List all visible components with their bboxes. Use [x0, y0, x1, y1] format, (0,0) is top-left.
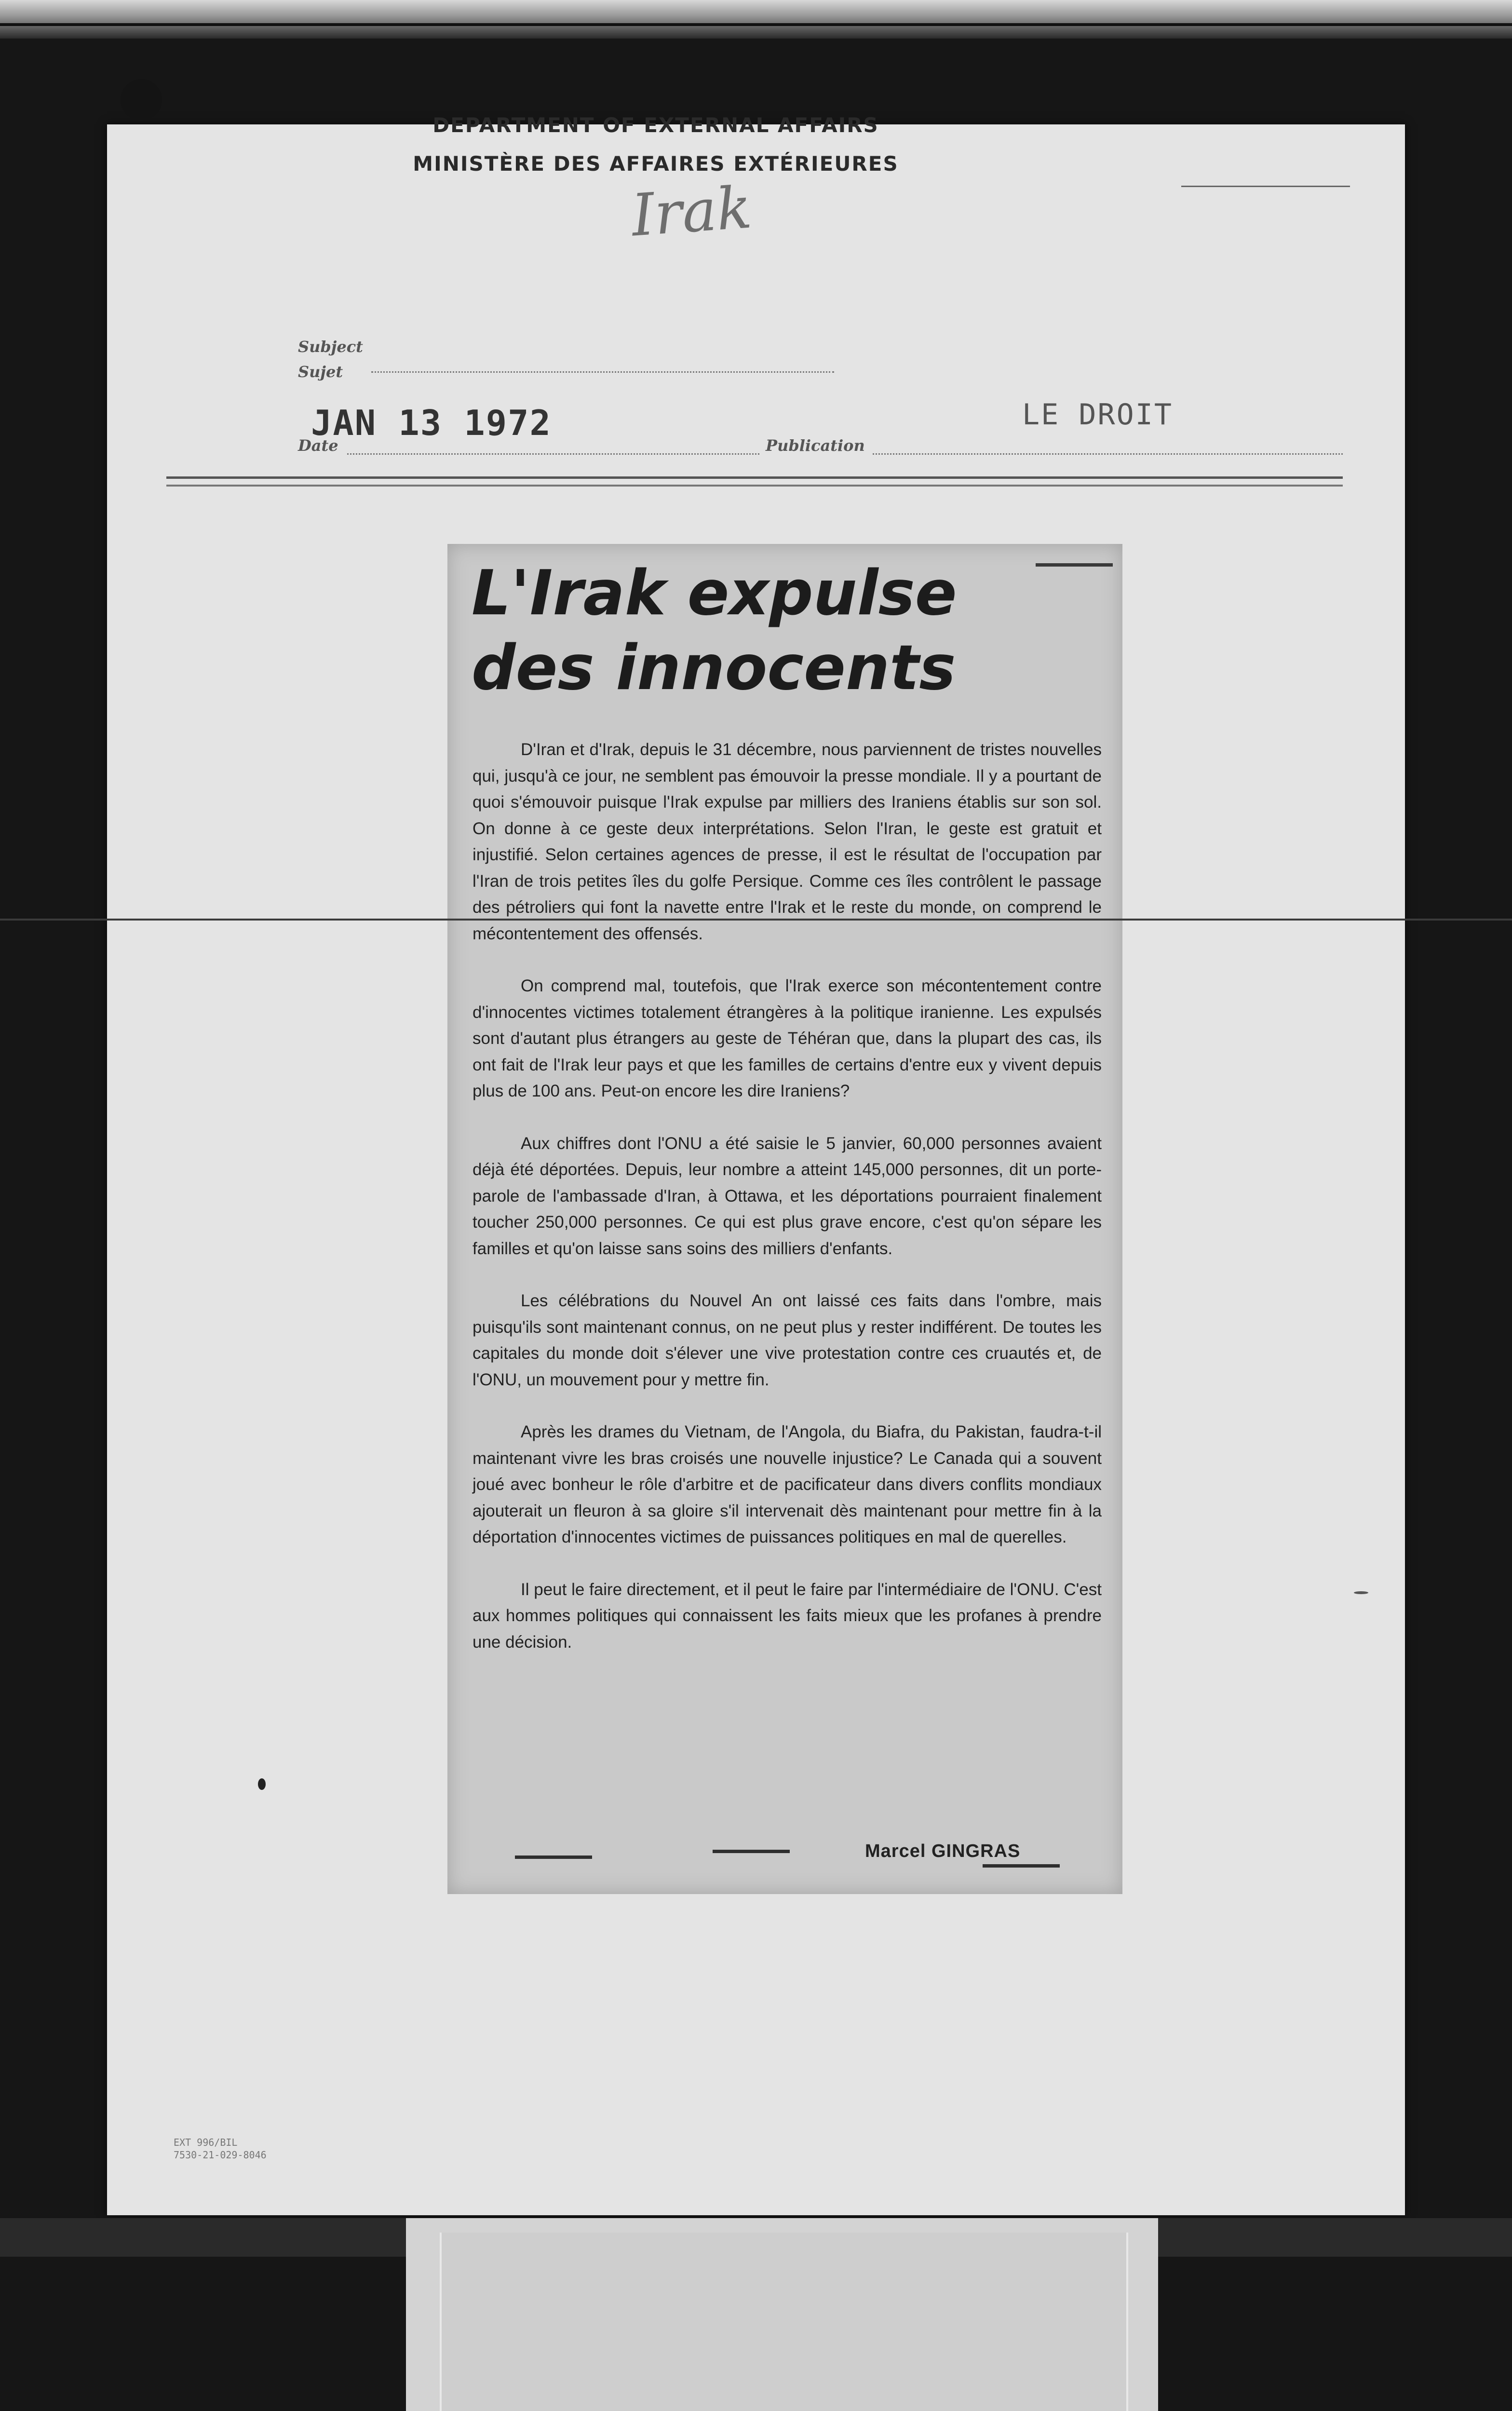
headline-line-1: L'Irak expulse [472, 557, 957, 629]
department-name-fr: MINISTÈRE DES AFFAIRES EXTÉRIEURES [413, 152, 899, 176]
date-label: Date [298, 436, 338, 455]
form-code-line-2: 7530-21-029-8046 [174, 2149, 267, 2161]
department-name-en: DEPARTMENT OF EXTERNAL AFFAIRS [432, 113, 879, 137]
article-paragraph: D'Iran et d'Irak, depuis le 31 décembre, nous parviennent de tristes nouvelles qui, jusqu'à ce jour, ne semblent pas émouvoir la presse mondiale. Il y a pourtant de quoi s'émouvoir puisque l'Irak expulse par milliers des Iraniens établis sur son sol. On donne à ce geste deux interprétations. Selon l'Iran, le geste est gratuit et injustifié. Selon certaines agences de presse, il est le résultat de l'occupation par l'Iran de trois petites îles du golfe Persique. Comme ces îles contrôlent le passage des pétroliers qui font la navette entre l'Irak et le reste du monde, on comprend le mécontentement des offensés. [472, 740, 1102, 943]
film-frame-line [0, 23, 1512, 26]
film-frame-top [0, 0, 1512, 39]
article-paragraph: Les célébrations du Nouvel An ont laissé ces faits dans l'ombre, mais puisqu'ils sont maintenant connus, on ne peut plus y rester indifférent. De toutes les capitales du monde doit s'élever une vive protestation contre ces cruautés et, de l'ONU, un mouvement pour y mettre fin. [472, 1291, 1102, 1389]
film-speck [258, 1778, 266, 1790]
article-headline [472, 556, 1050, 705]
publication-label: Publication [766, 436, 865, 455]
clipping-dash-left [515, 1856, 592, 1859]
headline-line-2: des innocents [472, 632, 956, 704]
date-stamp: JAN 13 1972 [311, 403, 552, 443]
punch-hole [121, 79, 162, 121]
lower-sheet [406, 2218, 1158, 2411]
article-paragraph: On comprend mal, toutefois, que l'Irak exerce son mécontentement contre d'innocentes victimes totalement étrangères à la politique iranienne. Les expulsés sont d'autant plus étrangers au geste de Téhéran que, dans la plupart des cas, ils ont fait de l'Irak leur pays et que les familles de certains d'entre eux y vivent depuis plus de 100 ans. Peut-on encore les dire Iraniens? [472, 976, 1102, 1100]
subject-handwritten-value: Irak [629, 174, 754, 250]
sujet-label: Sujet [298, 363, 343, 381]
article-body [472, 737, 1102, 1681]
date-dotted-line [347, 453, 759, 455]
scan-artifact-line [0, 919, 1512, 921]
header-double-rule [166, 476, 1343, 487]
publication-stamp: LE DROIT [1022, 398, 1173, 432]
subject-dotted-line [371, 371, 834, 373]
publication-dotted-line [873, 453, 1343, 455]
article-paragraph: Il peut le faire directement, et il peut le faire par l'intermédiaire de l'ONU. C'est aux hommes politiques qui connaissent les faits mieux que les profanes à prendre une décision. [472, 1580, 1102, 1652]
form-code-line-1: EXT 996/BIL [174, 2137, 238, 2148]
subject-label: Subject [298, 338, 363, 356]
clipping-dash-center [713, 1850, 790, 1853]
newspaper-clipping [447, 544, 1122, 1894]
article-paragraph: Aux chiffres dont l'ONU a été saisie le 5 janvier, 60,000 personnes avaient déjà été déportées. Depuis, leur nombre a atteint 145,000 personnes, dit un porte-parole de l'ambassade d'Iran, à Ottawa, et les déportations pourraient finalement toucher 250,000 personnes. Ce qui est plus grave encore, c'est qu'on sépare les familles et qu'on laisse sans soins des milliers d'enfants. [472, 1134, 1102, 1258]
top-right-rule [1181, 186, 1350, 187]
lower-sheet-inner [440, 2233, 1128, 2411]
form-code [174, 2136, 267, 2161]
article-byline: Marcel GINGRAS [865, 1841, 1021, 1861]
byline-underline [983, 1864, 1060, 1868]
article-paragraph: Après les drames du Vietnam, de l'Angola, du Biafra, du Pakistan, faudra-t-il maintenant vivre les bras croisés une nouvelle injustice? Le Canada qui a souvent joué avec bonheur le rôle d'arbitre et de pacificateur dans divers conflits mondiaux ajouterait un fleuron à sa gloire s'il intervenait dès maintenant pour mettre fin à la déportation d'innocentes victimes de puissances politiques en mal de querelles. [472, 1422, 1102, 1546]
film-speck [1354, 1591, 1368, 1594]
